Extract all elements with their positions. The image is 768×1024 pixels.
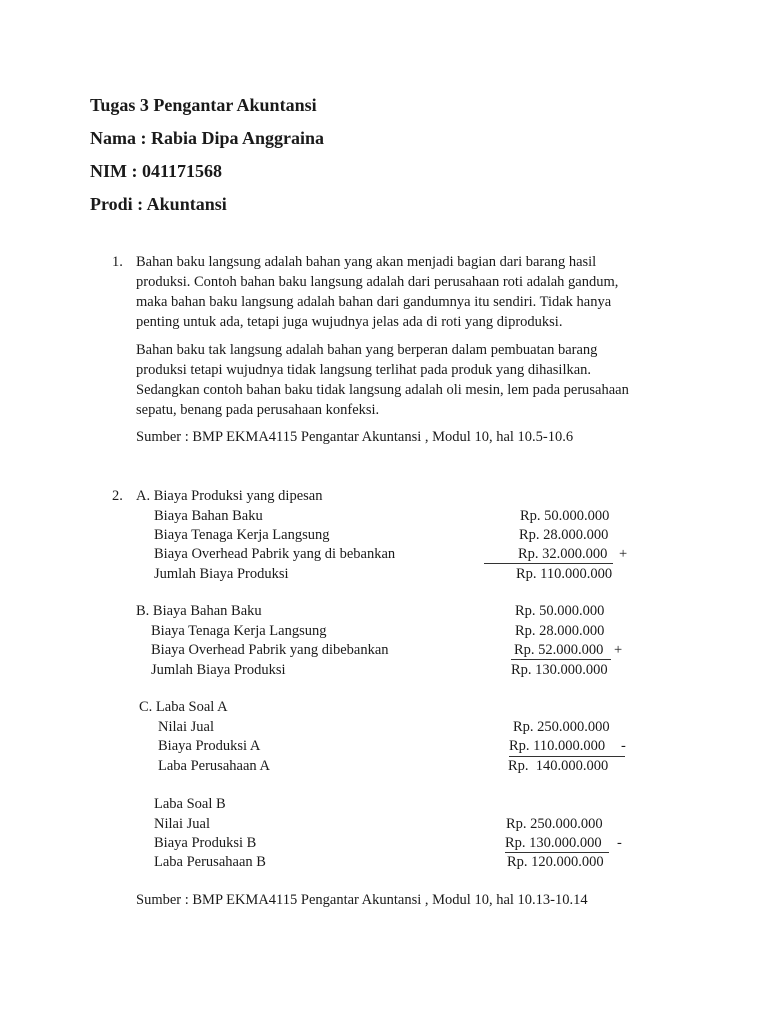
minus-operator: - <box>621 738 626 754</box>
ledger-label: Nilai Jual <box>154 816 210 832</box>
part-d-heading: Laba Soal B <box>154 796 226 812</box>
paragraph-line: produksi tetapi wujudnya tidak langsung terlihat pada produk yang dihasilkan. <box>136 362 592 378</box>
plus-operator: + <box>619 546 628 562</box>
paragraph-line: maka bahan baku langsung adalah bahan dari gandumnya itu sendiri. Tidak hanya <box>136 294 612 310</box>
ledger-value: Rp. 32.000.000 <box>518 546 608 562</box>
paragraph-line: penting untuk ada, tetapi juga wujudnya jelas ada di roti yang diproduksi. <box>136 314 563 330</box>
minus-operator: - <box>617 835 622 851</box>
ledger-total-label: Jumlah Biaya Produksi <box>151 662 286 678</box>
ledger-label: Biaya Bahan Baku <box>154 508 263 524</box>
paragraph-line: sepatu, benang pada perusahaan konfeksi. <box>136 402 380 418</box>
ledger-label: Biaya Produksi A <box>158 738 261 754</box>
doc-title: Tugas 3 Pengantar Akuntansi <box>90 95 317 115</box>
ledger-label: Nilai Jual <box>158 719 214 735</box>
ledger-value: Rp. 130.000.000 <box>505 835 602 851</box>
ledger-value: Rp. 50.000.000 <box>515 603 605 619</box>
sum-divider <box>484 563 613 564</box>
plus-operator: + <box>614 642 623 658</box>
paragraph-line: produksi. Contoh bahan baku langsung adalah dari perusahaan roti adalah gandum, <box>136 274 619 290</box>
ledger-total-value: Rp. 110.000.000 <box>516 566 613 582</box>
ledger-total-label: Laba Perusahaan B <box>154 854 266 870</box>
student-prodi: Prodi : Akuntansi <box>90 194 227 214</box>
ledger-label: B. Biaya Bahan Baku <box>136 603 262 619</box>
ledger-label: Biaya Overhead Pabrik yang di bebankan <box>154 546 396 562</box>
question-2-source: Sumber : BMP EKMA4115 Pengantar Akuntansi , Modul 10, hal 10.13-10.14 <box>136 892 588 908</box>
ledger-label: Biaya Tenaga Kerja Langsung <box>151 623 327 639</box>
question-2-number: 2. <box>112 488 123 504</box>
ledger-value: Rp. 250.000.000 <box>506 816 603 832</box>
ledger-total-value: Rp. 120.000.000 <box>507 854 604 870</box>
question-1-source: Sumber : BMP EKMA4115 Pengantar Akuntansi , Modul 10, hal 10.5-10.6 <box>136 429 574 445</box>
ledger-total-label: Jumlah Biaya Produksi <box>154 566 289 582</box>
paragraph-line: Bahan baku tak langsung adalah bahan yang berperan dalam pembuatan barang <box>136 342 598 358</box>
part-a-heading: A. Biaya Produksi yang dipesan <box>136 488 323 504</box>
paragraph-line: Sedangkan contoh bahan baku tidak langsung adalah oli mesin, lem pada perusahaan <box>136 382 629 398</box>
student-nim: NIM : 041171568 <box>90 161 222 181</box>
student-name: Nama : Rabia Dipa Anggraina <box>90 128 325 148</box>
ledger-total-value: Rp. 130.000.000 <box>511 662 608 678</box>
question-1-number: 1. <box>112 254 123 270</box>
part-c-heading: C. Laba Soal A <box>139 699 228 715</box>
ledger-label: Biaya Produksi B <box>154 835 257 851</box>
ledger-label: Biaya Tenaga Kerja Langsung <box>154 527 330 543</box>
question-1-paragraph-2 <box>136 340 666 420</box>
ledger-value: Rp. 52.000.000 <box>514 642 604 658</box>
ledger-total-label: Laba Perusahaan A <box>158 758 270 774</box>
ledger-total-value: Rp. 140.000.000 <box>508 758 609 774</box>
ledger-label: Biaya Overhead Pabrik yang dibebankan <box>151 642 389 658</box>
paragraph-line: Bahan baku langsung adalah bahan yang akan menjadi bagian dari barang hasil <box>136 254 597 270</box>
ledger-value: Rp. 110.000.000 <box>509 738 606 754</box>
question-1-paragraph-1 <box>136 252 666 332</box>
ledger-value: Rp. 28.000.000 <box>519 527 609 543</box>
ledger-value: Rp. 250.000.000 <box>513 719 610 735</box>
ledger-value: Rp. 50.000.000 <box>520 508 610 524</box>
sum-divider <box>511 659 611 660</box>
ledger-value: Rp. 28.000.000 <box>515 623 605 639</box>
